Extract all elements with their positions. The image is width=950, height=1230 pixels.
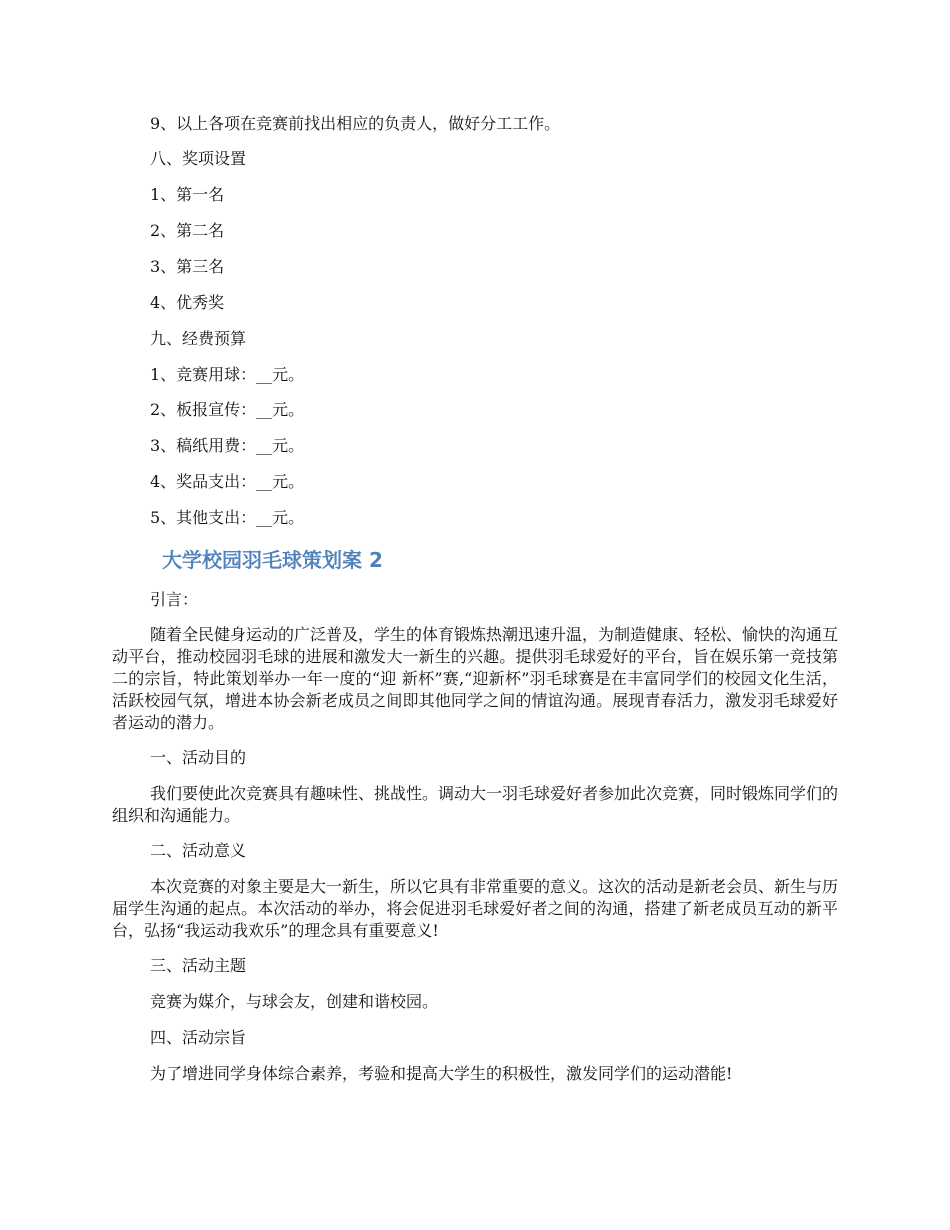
section-heading-purpose: 一、活动目的 — [150, 748, 247, 767]
budget-item-5: 5、其他支出：__元。 — [150, 508, 305, 527]
intro-paragraph: 随着全民健身运动的广泛普及，学生的体育锻炼热潮迅速升温，为制造健康、轻松、愉快的沟通互动平台，推动校园羽毛球的进展和激发大一新生的兴趣。提供羽毛球爱好的平台，旨在娱乐第一竞技第二的宗旨，特此策划举办一年一度的“迎 新杯”赛,“迎新杯”羽毛球赛是在丰富同学们的校园文化生活，活跃校园气氛，增进本协会新老成员之间即其他同学之间的情谊沟通。展现青春活力，激发羽毛球爱好者运动的潜力。 — [112, 625, 839, 732]
budget-item-4: 4、奖品支出：__元。 — [150, 472, 305, 491]
award-item-2: 2、第二名 — [150, 221, 225, 240]
budget-item-1: 1、竞赛用球：__元。 — [150, 365, 305, 384]
aim-text: 为了增进同学身体综合素养，考验和提高大学生的积极性，激发同学们的运动潜能! — [150, 1064, 733, 1083]
section-heading-awards: 八、奖项设置 — [150, 149, 247, 168]
award-item-3: 3、第三名 — [150, 257, 225, 276]
section-heading-budget: 九、经费预算 — [150, 329, 247, 348]
award-item-1: 1、第一名 — [150, 185, 225, 204]
theme-text: 竞赛为媒介，与球会友，创建和谐校园。 — [150, 992, 439, 1011]
section-heading-meaning: 二、活动意义 — [150, 841, 247, 860]
award-item-4: 4、优秀奖 — [150, 293, 225, 312]
budget-item-2: 2、板报宣传：__元。 — [150, 400, 305, 419]
intro-label: 引言： — [150, 590, 199, 609]
budget-item-3: 3、稿纸用费：__元。 — [150, 436, 305, 455]
document-title-2: 大学校园羽毛球策划案 2 — [162, 548, 383, 572]
purpose-paragraph: 我们要使此次竞赛具有趣味性、挑战性。调动大一羽毛球爱好者参加此次竞赛，同时锻炼同学们的组织和沟通能力。 — [112, 784, 839, 825]
section-heading-theme: 三、活动主题 — [150, 956, 247, 975]
list-item-9: 9、以上各项在竞赛前找出相应的负责人，做好分工工作。 — [150, 114, 561, 133]
section-heading-aim: 四、活动宗旨 — [150, 1028, 247, 1047]
meaning-paragraph: 本次竞赛的对象主要是大一新生，所以它具有非常重要的意义。这次的活动是新老会员、新生与历届学生沟通的起点。本次活动的举办，将会促进羽毛球爱好者之间的沟通，搭建了新老成员互动的新平台，弘扬“我运动我欢乐”的理念具有重要意义! — [112, 877, 839, 940]
